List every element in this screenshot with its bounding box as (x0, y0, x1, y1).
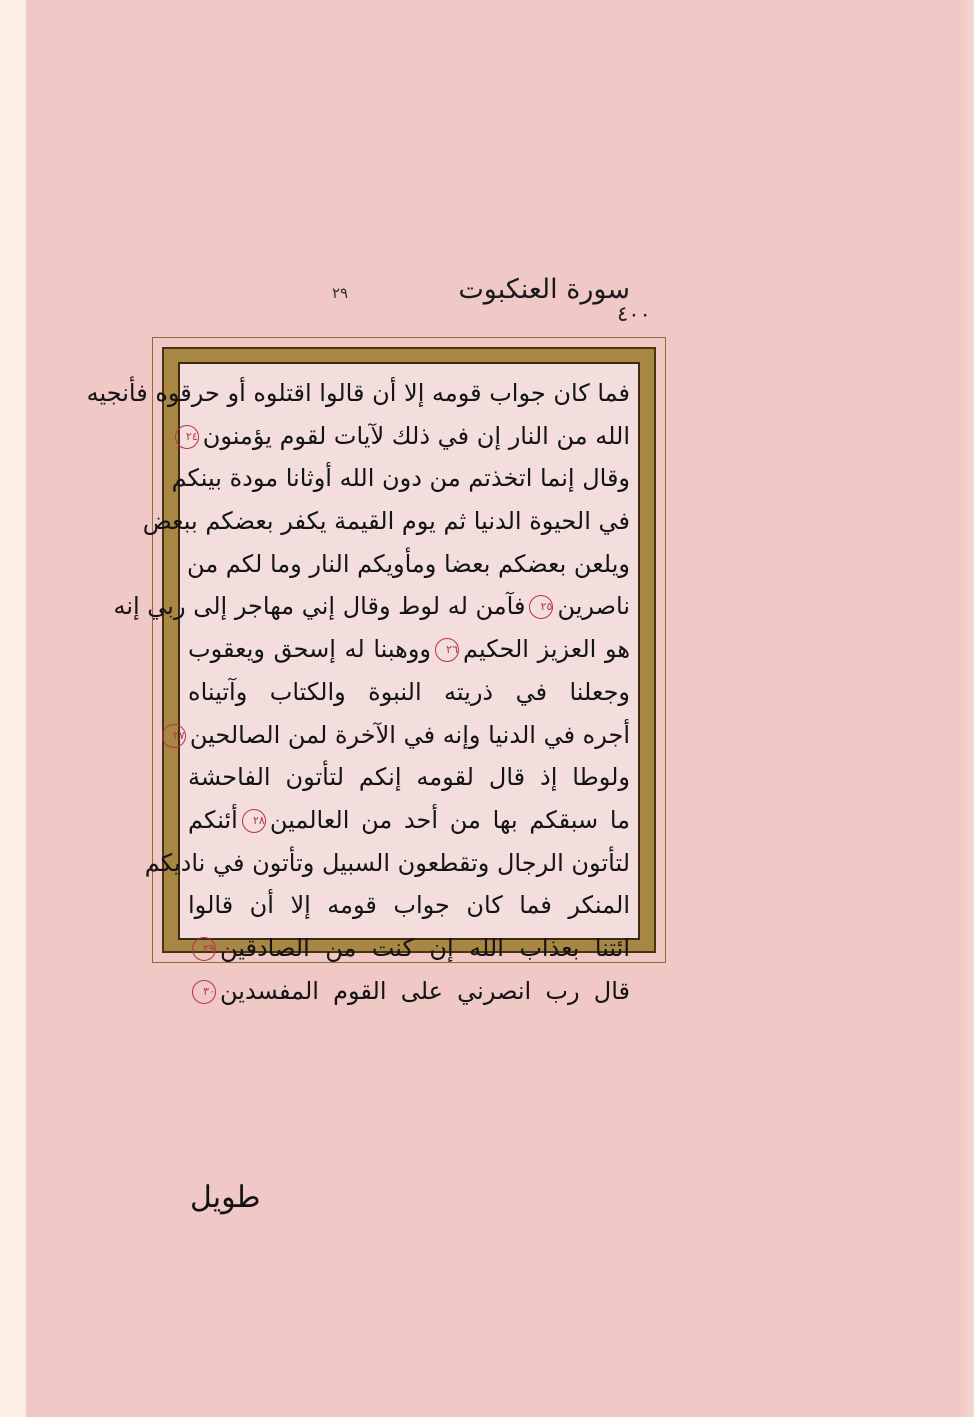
catchword: طويل (190, 1180, 261, 1215)
line-text: أجره في الدنيا وإنه في الآخرة لمن الصالحين (189, 720, 630, 749)
text-line (188, 970, 630, 1013)
text-line (188, 628, 630, 671)
line-text: وقال إنما اتخذتم من دون الله أوثانا مودة بينكم (171, 464, 630, 493)
text-line (188, 671, 630, 714)
line-text: في الحيوة الدنيا ثم يوم القيمة يكفر بعضكم ببعض (142, 507, 630, 536)
text-line (188, 927, 630, 970)
line-text: ما سبقكم بها من أحد من العالمين (269, 805, 630, 834)
text-line (188, 756, 630, 799)
text-line (188, 884, 630, 927)
line-text: قال رب انصرني على القوم المفسدين (220, 976, 630, 1005)
text-line (113, 585, 630, 628)
line-text: لتأتون الرجال وتقطعون السبيل وتأتون في ناديكم (144, 848, 630, 877)
ayah-marker: ٢٨ (242, 809, 266, 833)
surah-title: سورة العنكبوت (458, 274, 630, 305)
ayah-marker: ٣٠ (192, 980, 216, 1004)
ayah-marker: ٢٥ (529, 595, 553, 619)
line-text: المنكر فما كان جواب قومه إلا أن قالوا (188, 891, 630, 920)
text-line (171, 457, 630, 500)
line-text: ولوطا إذ قال لقومه إنكم لتأتون الفاحشة (188, 763, 630, 792)
surah-number: ٢٩ (332, 284, 349, 302)
line-text: ناصرين (557, 592, 630, 621)
text-line (185, 415, 630, 458)
line-text-after: ووهبنا له إسحق ويعقوب (188, 635, 431, 664)
line-text: ائتنا بعذاب الله إن كنت من الصادقين (220, 933, 630, 962)
ayah-marker: ٢٧ (162, 724, 186, 748)
page-number: ٤٠٠ (617, 302, 651, 326)
line-text: فما كان جواب قومه إلا أن قالوا اقتلوه أو حرقوه فأنجيه (86, 379, 630, 407)
ayah-marker: ٢٩ (192, 937, 216, 961)
line-text: الله من النار إن في ذلك لآيات لقوم يؤمنون (202, 421, 630, 450)
page-edge-right (956, 0, 974, 1417)
text-line (86, 372, 630, 415)
quran-text (86, 372, 630, 1005)
ayah-marker: ٢٤ (175, 425, 199, 449)
text-line (142, 500, 630, 543)
line-text: وجعلنا في ذريته النبوة والكتاب وآتيناه (188, 677, 630, 706)
line-text-after: أئنكم (188, 805, 238, 834)
line-text: ويلعن بعضكم بعضا ومأويكم النار وما لكم من (187, 549, 630, 578)
page-header (330, 272, 640, 318)
page-edge-left (0, 0, 26, 1417)
text-line (144, 842, 630, 885)
ayah-marker: ٢٦ (435, 638, 459, 662)
text-line (188, 799, 630, 842)
text-line (172, 714, 630, 757)
line-text: هو العزيز الحكيم (463, 635, 630, 664)
text-line (188, 543, 630, 586)
line-text-after: فآمن له لوط وقال إني مهاجر إلى ربي إنه (113, 592, 526, 621)
